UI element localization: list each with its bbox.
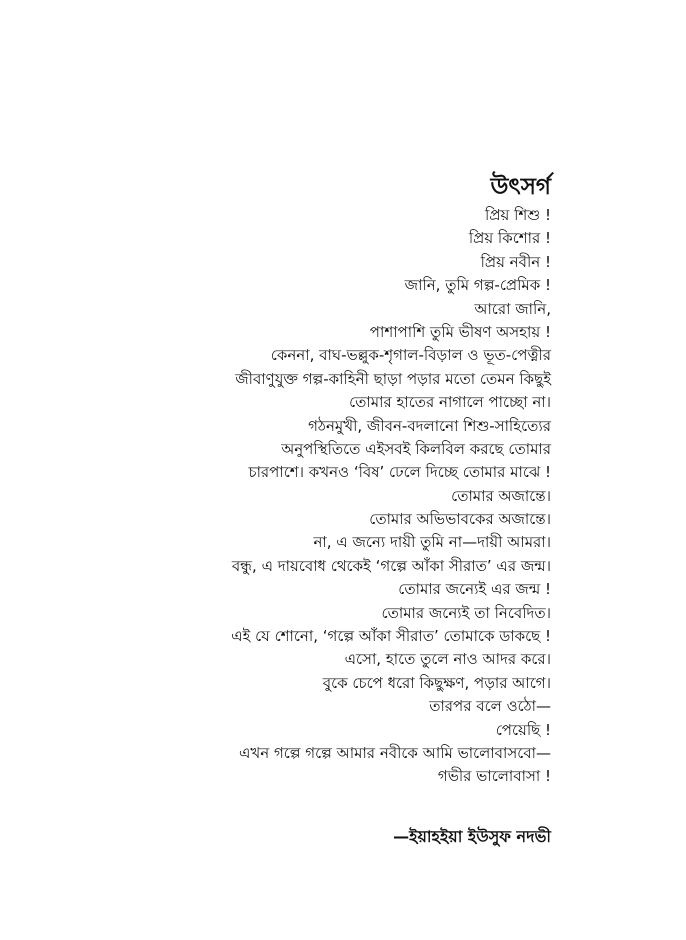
verse-line: গঠনমুখী, জীবন-বদলানো শিশু-সাহিত্যের <box>308 416 551 435</box>
verse-line: তোমার জন্যেই এর জন্ম ! <box>398 580 551 599</box>
verse-line: আরো জানি, <box>474 299 551 318</box>
verse-line: চারপাশে। কখনও ‘বিষ’ ঢেলে দিচ্ছে তোমার মাঝে ! <box>248 463 551 482</box>
verse-line: প্রিয় কিশোর ! <box>468 229 551 248</box>
verse-line: কেননা, বাঘ-ভল্লুক-শৃগাল-বিড়াল ও ভূত-পেত্নীর <box>270 346 551 365</box>
verse-line: তোমার অভিভাবকের অজান্তে। <box>369 510 551 529</box>
verse-line: পাশাপাশি তুমি ভীষণ অসহায় ! <box>369 322 551 341</box>
verse-line: এখন গল্পে গল্পে আমার নবীকে আমি ভালোবাসবো— <box>238 743 551 762</box>
verse-line: জীবাণুযুক্ত গল্প-কাহিনী ছাড়া পড়ার মতো তেমন কিছুই <box>235 369 551 388</box>
dedication-title: উৎসর্গ <box>490 174 551 200</box>
verse-line: বন্ধু, এ দায়বোধ থেকেই ‘গল্পে আঁকা সীরাত’ এর জন্ম। <box>231 556 551 575</box>
author-signature: —ইয়াহইয়া ইউসুফ নদভী <box>393 827 551 846</box>
verse-line: এসো, হাতে তুলে নাও আদর করে। <box>344 650 551 669</box>
verse-line: পেয়েছি ! <box>495 720 551 739</box>
verse-line: প্রিয় শিশু ! <box>485 206 551 224</box>
verse-line: তারপর বলে ওঠো— <box>429 697 551 716</box>
verse-line: তোমার অজান্তে। <box>451 486 551 505</box>
verse-line: অনুপস্থিতিতে এইসবই কিলবিল করছে তোমার <box>281 439 551 458</box>
dedication-verses <box>31 204 551 789</box>
verse-line: গভীর ভালোবাসা ! <box>437 767 551 786</box>
verse-line: বুকে চেপে ধরো কিছুক্ষণ, পড়ার আগে। <box>322 673 551 692</box>
verse-line: জানি, তুমি গল্প-প্রেমিক ! <box>404 276 551 295</box>
verse-line: এই যে শোনো, ‘গল্পে আঁকা সীরাত’ তোমাকে ডাকছে ! <box>231 627 551 646</box>
verse-line: তোমার হাতের নাগালে পাচ্ছো না। <box>349 393 551 412</box>
verse-line: তোমার জন্যেই তা নিবেদিত। <box>381 603 551 622</box>
verse-line: প্রিয় নবীন ! <box>480 252 551 271</box>
verse-line: না, এ জন্যে দায়ী তুমি না—দায়ী আমরা। <box>313 533 551 552</box>
